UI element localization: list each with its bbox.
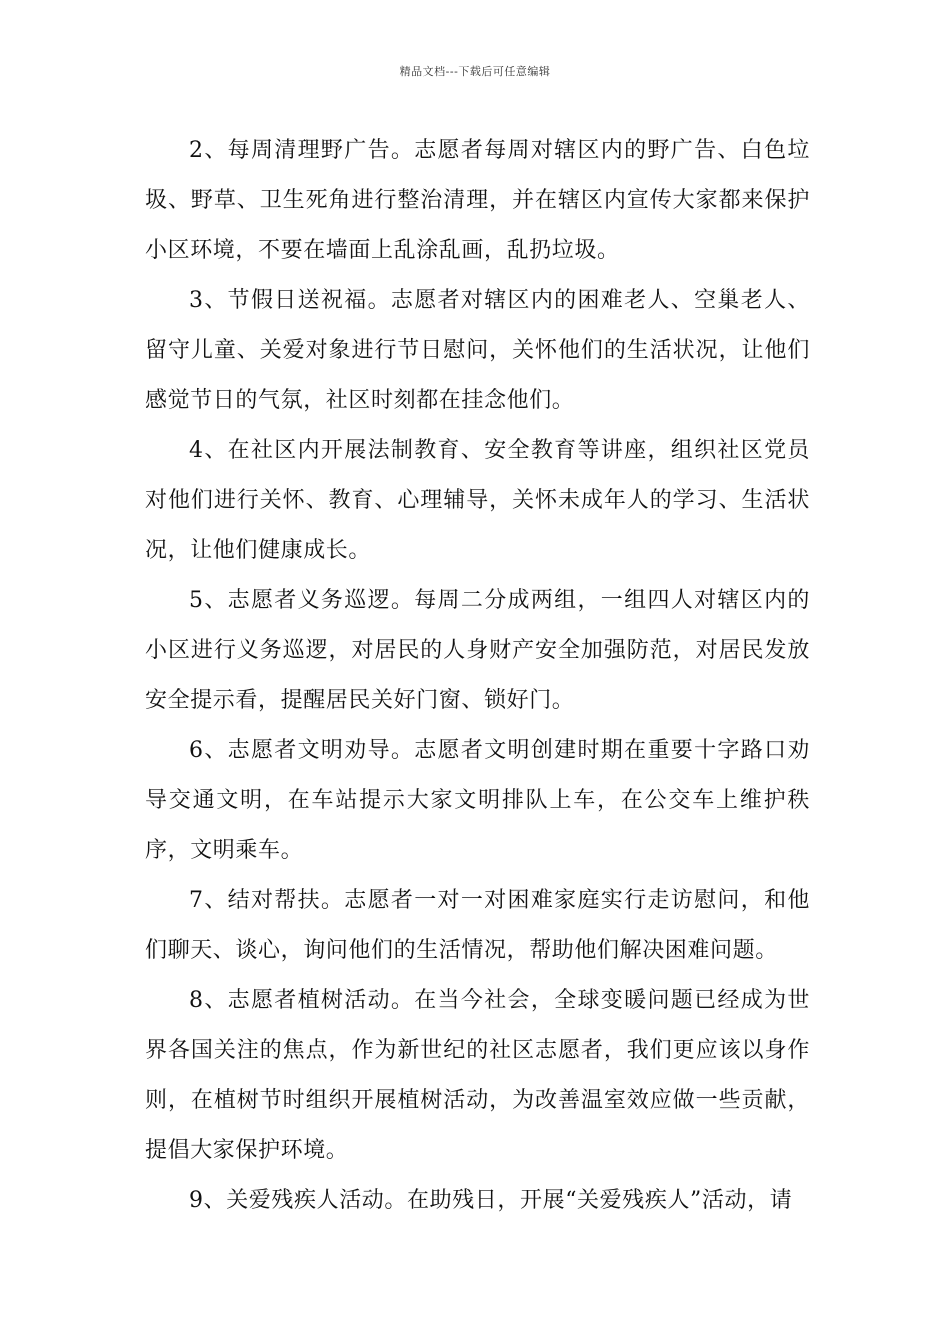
page-header: 精品文档---下载后可任意编辑 (399, 65, 551, 78)
paragraph-8: 8、志愿者植树活动。在当今社会，全球变暖问题已经成为世界各国关注的焦点，作为新世纪的社区志愿者，我们更应该以身作则，在植树节时组织开展植树活动，为改善温室效应做一些贡献，提倡大家保护环境。 (145, 988, 810, 1163)
paragraph-5: 5、志愿者义务巡逻。每周二分成两组，一组四人对辖区内的小区进行义务巡逻，对居民的人身财产安全加强防范，对居民发放安全提示看，提醒居民关好门窗、锁好门。 (145, 588, 810, 713)
paragraph-3: 3、节假日送祝福。志愿者对辖区内的困难老人、空巢老人、留守儿童、关爱对象进行节日慰问，关怀他们的生活状况，让他们感觉节日的气氛，社区时刻都在挂念他们。 (145, 288, 810, 413)
paragraph-6: 6、志愿者文明劝导。志愿者文明创建时期在重要十字路口劝导交通文明，在车站提示大家文明排队上车，在公交车上维护秩序，文明乘车。 (145, 738, 810, 863)
paragraph-4: 4、在社区内开展法制教育、安全教育等讲座，组织社区党员对他们进行关怀、教育、心理辅导，关怀未成年人的学习、生活状况，让他们健康成长。 (145, 438, 810, 563)
document-body (145, 126, 810, 1226)
paragraph-7: 7、结对帮扶。志愿者一对一对困难家庭实行走访慰问，和他们聊天、谈心，询问他们的生活情况，帮助他们解决困难问题。 (145, 888, 810, 963)
paragraph-9: 9、关爱残疾人活动。在助残日，开展“关爱残疾人”活动，请 (189, 1188, 793, 1213)
paragraph-2: 2、每周清理野广告。志愿者每周对辖区内的野广告、白色垃圾、野草、卫生死角进行整治清理，并在辖区内宣传大家都来保护小区环境，不要在墙面上乱涂乱画，乱扔垃圾。 (145, 138, 810, 263)
